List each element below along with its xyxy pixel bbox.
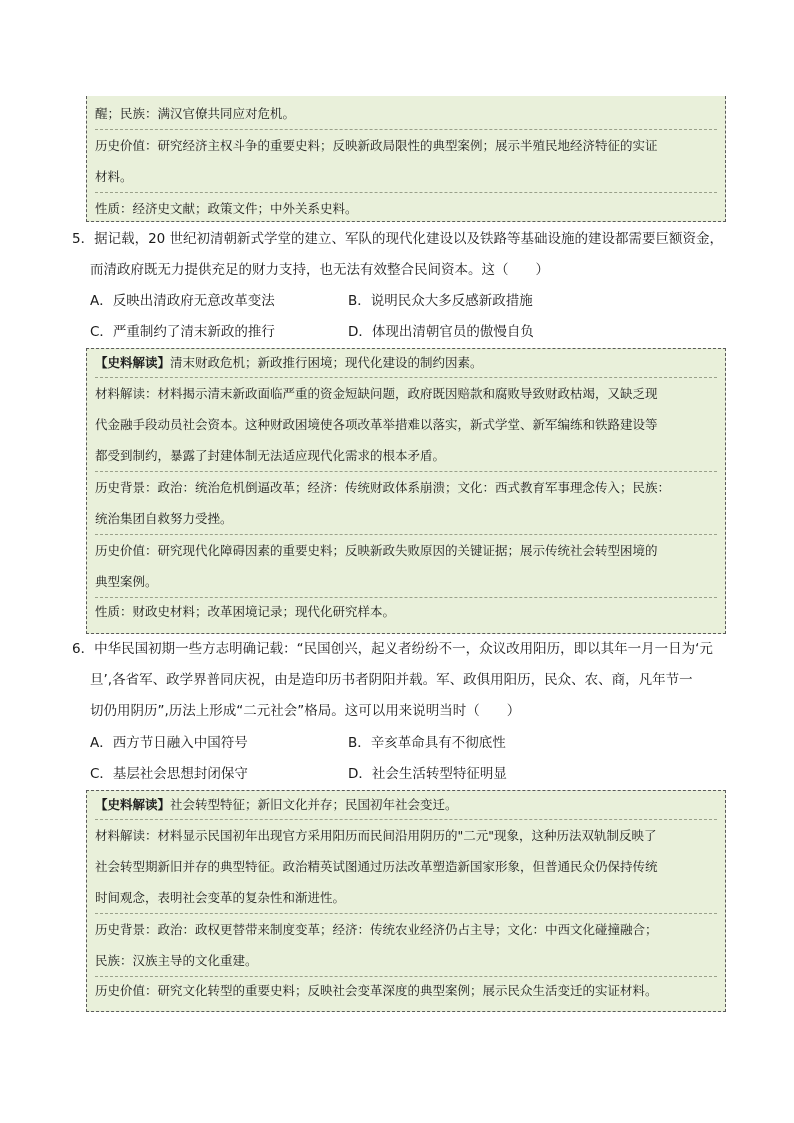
question-6-stem-line-2: 旦’,各省军、政学界普同庆祝，由是造印历书者阴阳并载。军、政俱用阳历，民众、农、商，凡年节一 [90,672,693,688]
box1-line-3: 材料。 [95,169,133,184]
analysis-box-q5 [86,348,726,634]
question-5 [72,224,732,286]
box2-value-1: 历史价值：研究现代化障碍因素的重要史料；反映新政失败原因的关键证据；展示传统社会转型困境的 [95,543,658,558]
box1-line-1: 醒；民族：满汉官僚共同应对危机。 [95,106,296,121]
question-6 [72,634,732,727]
box3-material-1: 材料解读：材料显示民国初年出现官方采用阳历而民间沿用阴历的"二元"现象，这种历法双轨制反映了 [95,828,657,843]
box3-heading-text: 社会转型特征；新旧文化并存；民国初年社会变迁。 [170,797,458,812]
question-5-options [90,286,710,348]
box2-background-2: 统治集团自救努力受挫。 [95,511,233,526]
box3-material-2: 社会转型期新旧并存的典型特征。政治精英试图通过历法改革塑造新国家形象，但普通民众仍保持传统 [95,859,658,874]
option-5b[interactable]: B．说明民众大多反感新政措施 [348,293,533,309]
question-6-stem-line-3: 切仍用阴历”,历法上形成“二元社会”格局。这可以用来说明当时（ ） [90,703,521,719]
option-6b[interactable]: B．辛亥革命具有不彻底性 [348,735,506,751]
box2-material-2: 代金融手段动员社会资本。这种财政困境使各项改革举措难以落实，新式学堂、新军编练和铁路建设等 [95,417,658,432]
box2-material-3: 都受到制约，暴露了封建体制无法适应现代化需求的根本矛盾。 [95,448,446,463]
box3-heading [95,791,717,819]
option-6d[interactable]: D．社会生活转型特征明显 [348,766,507,782]
box2-material-1: 材料解读：材料揭示清末新政面临严重的资金短缺问题，政府既因赔款和腐败导致财政枯竭，又缺乏现 [95,386,658,401]
box2-value-2: 典型案例。 [95,574,158,589]
option-5c[interactable]: C．严重制约了清末新政的推行 [90,324,275,340]
option-5a[interactable]: A．反映出清政府无意改革变法 [90,293,275,309]
box2-heading [95,349,717,377]
box3-background-2: 民族：汉族主导的文化重建。 [95,953,258,968]
question-5-stem-line-2: 而清政府既无力提供充足的财力支持，也无法有效整合民间资本。这（ ） [90,262,549,278]
question-6-options [90,728,710,790]
option-6c[interactable]: C．基层社会思想封闭保守 [90,766,248,782]
box3-material-3: 时间观念，表明社会变革的复杂性和渐进性。 [95,890,346,905]
box1-line-4: 性质：经济史文献；政策文件；中外关系史料。 [95,201,358,216]
box3-value: 历史价值：研究文化转型的重要史料；反映社会变革深度的典型案例；展示民众生活变迁的实证材料。 [95,983,658,998]
box2-heading-tag: 【史料解读】 [95,355,171,370]
option-5d[interactable]: D．体现出清朝官员的傲慢自负 [348,324,534,340]
box2-heading-text: 清末财政危机；新政推行困境；现代化建设的制约因素。 [170,355,483,370]
analysis-box-q4-continued [86,96,726,222]
option-6a[interactable]: A．西方节日融入中国符号 [90,735,248,751]
box3-background-1: 历史背景：政治：政权更替带来制度变革；经济：传统农业经济仍占主导；文化：中西文化碰撞融合； [95,922,658,937]
question-5-stem-line-1: 5．据记载，20 世纪初清朝新式学堂的建立、军队的现代化建设以及铁路等基础设施的建设都需要巨额资金， [72,231,724,247]
box2-nature: 性质：财政史材料；改革困境记录；现代化研究样本。 [95,604,396,619]
analysis-box-q6 [86,790,726,1012]
box1-line-2: 历史价值：研究经济主权斗争的重要史料；反映新政局限性的典型案例；展示半殖民地经济特征的实证 [95,138,658,153]
box2-background-1: 历史背景：政治：统治危机倒逼改革；经济：传统财政体系崩溃；文化：西式教育军事理念传入；民族： [95,480,671,495]
box3-heading-tag: 【史料解读】 [95,797,171,812]
question-6-stem-line-1: 6．中华民国初期一些方志明确记载：“民国创兴，起义者纷纷不一，众议改用阳历，即以其年一月一日为‘元 [72,641,713,657]
